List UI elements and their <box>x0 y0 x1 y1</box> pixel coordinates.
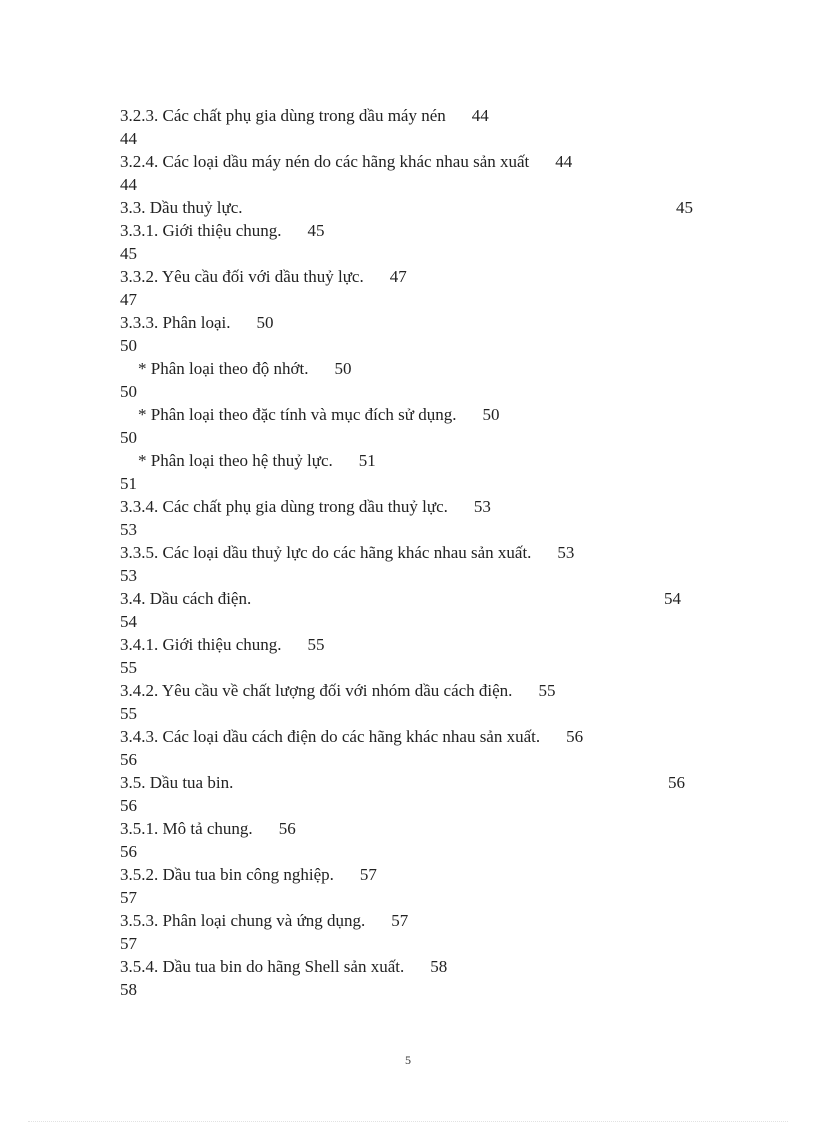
toc-entry-page-line <box>120 886 720 909</box>
toc-entry-page: 57 <box>391 911 409 930</box>
toc-entry <box>120 357 720 380</box>
toc-entry-page: 53 <box>557 543 575 562</box>
toc-entry-page: 44 <box>471 106 489 125</box>
toc-entry-page-repeat: 53 <box>120 520 137 539</box>
toc-entry-page-repeat: 44 <box>120 175 137 194</box>
table-of-contents <box>120 104 720 1001</box>
toc-entry-page-line <box>120 288 720 311</box>
toc-entry-page: 56 <box>668 773 685 792</box>
toc-entry-page: 57 <box>359 865 377 884</box>
toc-entry <box>120 219 720 242</box>
toc-entry-page-repeat: 53 <box>120 566 137 585</box>
toc-entry-page-line <box>120 932 720 955</box>
toc-entry-page-repeat: 55 <box>120 658 137 677</box>
toc-entry-label: 3.3. Dầu thuỷ lực. <box>120 198 243 217</box>
toc-entry-page: 54 <box>664 589 681 608</box>
toc-entry <box>120 587 720 610</box>
toc-entry <box>120 633 720 656</box>
toc-entry <box>120 955 720 978</box>
toc-entry <box>120 104 720 127</box>
toc-entry-label: 3.3.5. Các loại dầu thuỷ lực do các hãng khác nhau sản xuất. <box>120 543 532 562</box>
toc-entry-page-line <box>120 127 720 150</box>
toc-entry <box>120 541 720 564</box>
toc-entry <box>120 725 720 748</box>
toc-entry-label: 3.4. Dầu cách điện. <box>120 589 252 608</box>
toc-entry-page: 45 <box>307 221 325 240</box>
toc-entry-page-repeat: 54 <box>120 612 137 631</box>
toc-entry-page-line <box>120 702 720 725</box>
toc-entry-page-repeat: 57 <box>120 888 137 907</box>
toc-entry-label: 3.3.1. Giới thiệu chung. <box>120 221 282 240</box>
toc-entry-page-repeat: 50 <box>120 428 137 447</box>
toc-entry <box>120 771 720 794</box>
toc-entry-page: 53 <box>473 497 491 516</box>
toc-entry-page-repeat: 55 <box>120 704 137 723</box>
toc-entry <box>120 817 720 840</box>
toc-entry-page-line <box>120 564 720 587</box>
toc-entry <box>120 449 720 472</box>
toc-entry-page-repeat: 47 <box>120 290 137 309</box>
toc-entry-page-repeat: 56 <box>120 750 137 769</box>
toc-entry-page-line <box>120 656 720 679</box>
toc-entry <box>120 265 720 288</box>
toc-entry-page-line <box>120 426 720 449</box>
toc-entry-page: 45 <box>676 198 693 217</box>
toc-entry-page: 50 <box>482 405 500 424</box>
toc-entry-page-repeat: 44 <box>120 129 137 148</box>
toc-entry-label: 3.4.2. Yêu cầu về chất lượng đối với nhóm dầu cách điện. <box>120 681 513 700</box>
toc-entry-page-repeat: 50 <box>120 382 137 401</box>
toc-entry-page-line <box>120 748 720 771</box>
page-number: 5 <box>405 1053 411 1067</box>
toc-entry-page-line <box>120 173 720 196</box>
toc-entry <box>120 495 720 518</box>
toc-entry-label: 3.3.4. Các chất phụ gia dùng trong dầu thuỷ lực. <box>120 497 448 516</box>
toc-entry-label: * Phân loại theo độ nhớt. <box>138 359 309 378</box>
toc-entry-page: 55 <box>538 681 556 700</box>
toc-entry <box>120 909 720 932</box>
toc-entry-page-repeat: 58 <box>120 980 137 999</box>
toc-entry-page-line <box>120 242 720 265</box>
toc-entry-page-line <box>120 472 720 495</box>
toc-entry-page-repeat: 45 <box>120 244 137 263</box>
toc-entry-page: 44 <box>555 152 573 171</box>
toc-entry-label: 3.4.1. Giới thiệu chung. <box>120 635 282 654</box>
toc-entry-label: 3.3.2. Yêu cầu đối với dầu thuỷ lực. <box>120 267 364 286</box>
toc-entry-page-line <box>120 794 720 817</box>
toc-entry-label: 3.4.3. Các loại dầu cách điện do các hãng khác nhau sản xuất. <box>120 727 541 746</box>
toc-entry-page-repeat: 56 <box>120 796 137 815</box>
toc-entry-page-repeat: 51 <box>120 474 137 493</box>
toc-entry-label: * Phân loại theo đặc tính và mục đích sử dụng. <box>138 405 457 424</box>
toc-entry-page: 50 <box>256 313 274 332</box>
toc-entry-label: 3.5.3. Phân loại chung và ứng dụng. <box>120 911 366 930</box>
toc-entry <box>120 196 720 219</box>
toc-entry-page-line <box>120 380 720 403</box>
toc-entry-page-line <box>120 610 720 633</box>
toc-entry-label: 3.2.4. Các loại dầu máy nén do các hãng khác nhau sản xuất <box>120 152 530 171</box>
toc-entry-page: 55 <box>307 635 325 654</box>
toc-entry-page-line <box>120 334 720 357</box>
toc-entry-page-repeat: 50 <box>120 336 137 355</box>
toc-entry-label: 3.5.2. Dầu tua bin công nghiệp. <box>120 865 334 884</box>
toc-entry <box>120 150 720 173</box>
toc-entry-label: * Phân loại theo hệ thuỷ lực. <box>138 451 333 470</box>
toc-entry <box>120 403 720 426</box>
footer-divider <box>28 1121 788 1122</box>
toc-entry-page-line <box>120 518 720 541</box>
toc-entry-page: 56 <box>278 819 296 838</box>
toc-entry-page: 56 <box>566 727 584 746</box>
toc-entry-page-repeat: 57 <box>120 934 137 953</box>
toc-entry-label: 3.3.3. Phân loại. <box>120 313 231 332</box>
toc-entry-label: 3.5.4. Dầu tua bin do hãng Shell sản xuất. <box>120 957 405 976</box>
toc-entry-page-line <box>120 978 720 1001</box>
toc-entry <box>120 311 720 334</box>
toc-entry-page-line <box>120 840 720 863</box>
toc-entry-label: 3.2.3. Các chất phụ gia dùng trong dầu máy nén <box>120 106 446 125</box>
toc-entry-page-repeat: 56 <box>120 842 137 861</box>
toc-entry <box>120 863 720 886</box>
toc-entry-label: 3.5. Dầu tua bin. <box>120 773 234 792</box>
toc-entry-label: 3.5.1. Mô tả chung. <box>120 819 253 838</box>
toc-entry-page: 50 <box>334 359 352 378</box>
toc-entry-page: 51 <box>358 451 376 470</box>
toc-entry <box>120 679 720 702</box>
toc-entry-page: 58 <box>430 957 448 976</box>
toc-entry-page: 47 <box>389 267 407 286</box>
